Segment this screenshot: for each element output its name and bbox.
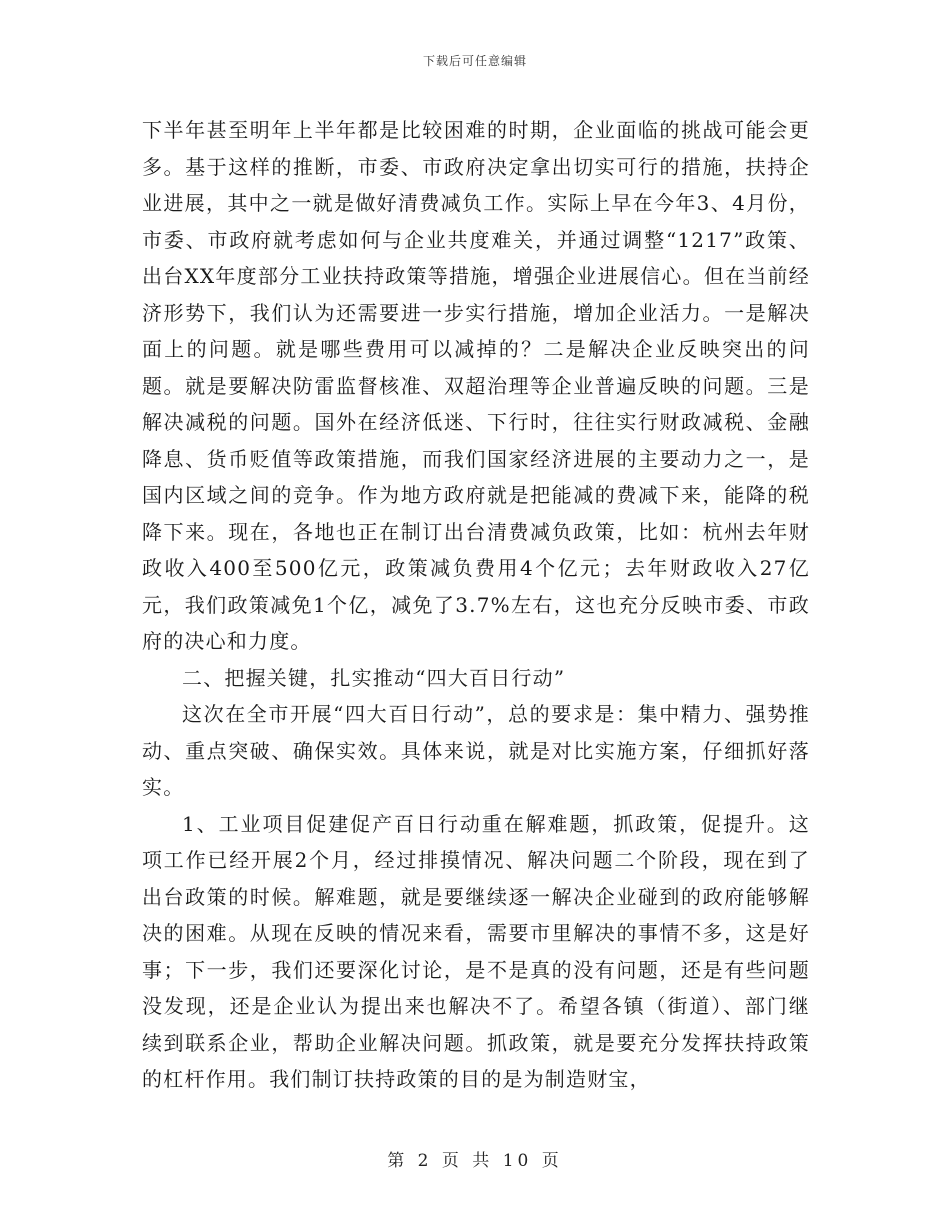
body-paragraph: 下半年甚至明年上半年都是比较困难的时期，企业面临的挑战可能会更多。基于这样的推断，市委、市政府决定拿出切实可行的措施，扶持企业进展，其中之一就是做好清费减负工作。实际上早在今年3、4月份，市委、市政府就考虑如何与企业共度难关，并通过调整“1217”政策、出台XX年度部分工业扶持政策等措施，增强企业进展信心。但在当前经济形势下，我们认为还需要进一步实行措施，增加企业活力。一是解决面上的问题。就是哪些费用可以减掉的？二是解决企业反映突出的问题。就是要解决防雷监督核准、双超治理等企业普遍反映的问题。三是解决减税的问题。国外在经济低迷、下行时，往往实行财政减税、金融降息、货币贬值等政策措施，而我们国家经济进展的主要动力之一，是国内区域之间的竞争。作为地方政府就是把能减的费减下来，能降的税降下来。现在，各地也正在制订出台清费减负政策，比如：杭州去年财政收入400至500亿元，政策减负费用4个亿元；去年财政收入27亿元，我们政策减免1个亿，减免了3.7%左右，这也充分反映市委、市政府的决心和力度。: [142, 118, 810, 653]
body-paragraph: 这次在全市开展“四大百日行动”，总的要求是：集中精力、强势推动、重点突破、确保实效。具体来说，就是对比实施方案，仔细抓好落实。: [142, 702, 810, 799]
section-heading: 二、把握关键，扎实推动“四大百日行动”: [182, 665, 566, 690]
document-body: [142, 112, 810, 1098]
body-paragraph: 1、工业项目促建促产百日行动重在解难题，抓政策，促提升。这项工作已经开展2个月，经过排摸情况、解决问题二个阶段，现在到了出台政策的时候。解难题，就是要继续逐一解决企业碰到的政府能够解决的困难。从现在反映的情况来看，需要市里解决的事情不多，这是好事；下一步，我们还要深化讨论，是不是真的没有问题，还是有些问题没发现，还是企业认为提出来也解决不了。希望各镇（街道）、部门继续到联系企业，帮助企业解决问题。抓政策，就是要充分发挥扶持政策的杠杆作用。我们制订扶持政策的目的是为制造财宝，: [142, 811, 810, 1091]
page-number-footer: 第 2 页 共 10 页: [387, 1151, 563, 1171]
page-header: 下载后可任意编辑: [422, 54, 527, 68]
